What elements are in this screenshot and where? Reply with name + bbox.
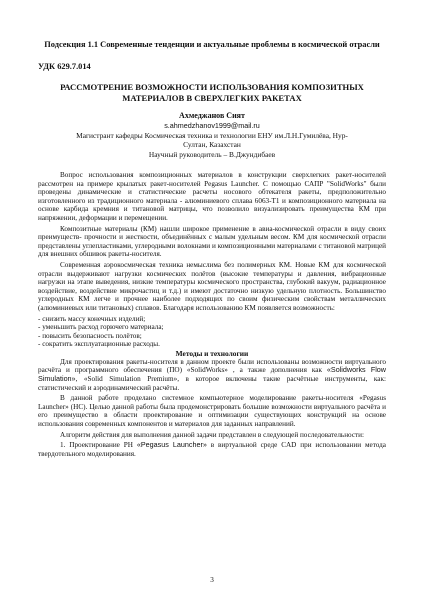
page-number: 3 <box>210 576 214 584</box>
text-run: В данной работе проделано системное компьютерное моделирование ракеты-носителя «Pegasus Launcher» (НС). Целью данной работы была продемонстрировать большие возможности виртуального расчёта и его преимущество в области проектирование и оптимизации существующих конструкций на основе использования современных компонентов и материалов для заданных направлений. <box>38 394 386 429</box>
author-email: s.ahmedzhanov1999@mail.ru <box>164 121 260 130</box>
body-paragraph: Композитные материалы (КМ) нашли широкое применение в авиа-космической отрасли в виду своих преимуществ- прочности и жесткости, объединённых с малым удельным весом. КМ для космической отрасли представлены углепластиками, углеродными волокнами и композиционными материалами с титановой матрицей для внешних обшивок ракеты-носителя. <box>38 224 386 259</box>
methods-heading: Методы и технологии <box>175 348 249 358</box>
list-item: - сократить эксплуатационные расходы. <box>38 340 160 349</box>
text-run: 1. Проектирование РН <box>60 441 137 450</box>
advantages-list <box>38 315 386 349</box>
list-item: - снизить массу конечных изделий; <box>38 314 146 323</box>
methods-paragraph <box>38 441 386 458</box>
text-run: в виртуальной среде CAD при использовании метода твердотельного моделирования. <box>38 441 386 458</box>
affiliation-line-1: Магистрант кафедры Космическая техника и технологии ЕНУ им.Л.Н.Гумилёва, Нур- <box>76 130 348 140</box>
methods-paragraph <box>38 431 386 440</box>
text-run: Алгоритм действия для выполнения данной задачи представлен в следующей последовательности: <box>60 430 364 439</box>
affiliation-line-2: Султан, Казахстан <box>183 140 241 149</box>
rocket-name: «Pegasus Launcher» <box>136 440 207 450</box>
paper-title <box>38 82 386 103</box>
text-run: , «Solid Simulation Premium», в которое включены такие расчётные инструменты, как: статистический и аэродинамический расчёты. <box>38 375 386 392</box>
list-item: - повысить безопасность полётов; <box>38 331 142 340</box>
methods-paragraph <box>38 394 386 428</box>
text-run: Для проектирования ракеты-носителя в данном проекте были использованы возможности виртуального расчёта и программного обеспечения (ПО) «SolidWorks» , а также дополнения как <box>38 357 386 375</box>
abstract-paragraph: Вопрос использования композиционных материалов в конструкции сверхлегких ракет-носителей рассмотрен на примере крылатых ракет-носителей Pegasus Launcher. С помощью САПР "SolidWorks" были проведены динамические и статистические расчеты носового обтекателя ракеты, предположительно изготовленного из традиционного материала - алюминиевого сплава 6063-T1 и композиционного материала на основе карбида кремния и титановой матрицы, что позволило визуализировать преимущества КМ при напряжении, деформации и перемещении. <box>38 171 386 222</box>
software-name: «Solidworks Flow Simulation» <box>38 365 386 384</box>
list-item: - уменьшить расход горючего материала; <box>38 323 164 332</box>
author-name: Ахмеджанов Сият <box>179 111 245 120</box>
section-title: Подсекция 1.1 Современные тенденции и актуальные проблемы в космической отрасли <box>44 40 380 49</box>
body-paragraph: Современная аэрокосмическая техника немыслима без полимерных КМ. Новые КМ для космической отрасли выдерживают нагрузки космических полётов (высокие температуры и давления, вибрационные нагрузки на этапе выведения, низкие температуры космического пространства, глубокий вакуум, радиационное воздействие, воздействие микрочастиц и т.д.) и имеют достаточно низкую удельную плотность. Большинство углеродных КМ легче и прочнее наиболее подходящих по своим физическим свойствам металлических (алюминиевых или титановых) сплавов. Благодаря использованию КМ появляется возможность: <box>38 260 386 312</box>
supervisor: Научный руководитель – В.Джундибаев <box>148 149 276 159</box>
paper-title-line-2: МАТЕРИАЛОВ В СВЕРХЛЕГКИХ РАКЕТАХ <box>122 92 302 103</box>
paper-title-line-1: РАССМОТРЕНИЕ ВОЗМОЖНОСТИ ИСПОЛЬЗОВАНИЯ КОМПОЗИТНЫХ <box>60 82 364 92</box>
udk-code: УДК 629.7.014 <box>38 62 91 71</box>
methods-paragraph <box>38 358 386 392</box>
